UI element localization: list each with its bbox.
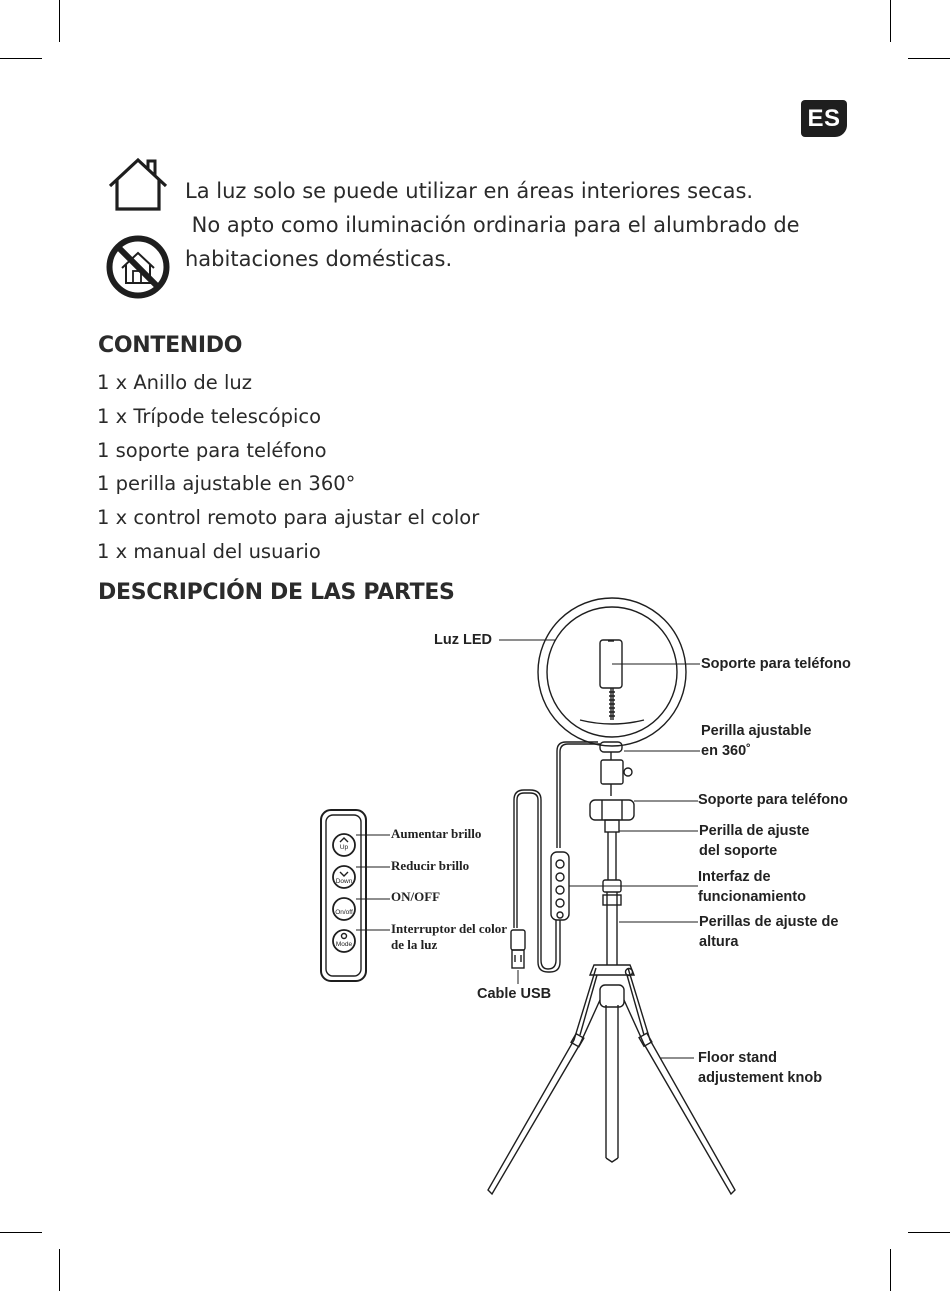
label-color-switch: de la luz: [391, 937, 438, 952]
warning-line: La luz solo se puede utilizar en áreas interiores secas.: [185, 179, 754, 203]
label-phone-holder-top: Soporte para teléfono: [701, 656, 851, 672]
usb-plug: [511, 930, 525, 950]
label-usb-cable: Cable USB: [477, 986, 552, 1002]
list-item: 1 x manual del usuario: [97, 539, 321, 563]
power-button-label: On/off: [335, 909, 353, 916]
mid-phone-holder: [590, 800, 634, 820]
list-item: 1 perilla ajustable en 360°: [97, 472, 356, 496]
knob-360: [600, 742, 622, 752]
list-item: 1 x control remoto para ajustar el color: [97, 506, 480, 530]
up-button-label: Up: [339, 844, 349, 851]
label-knob-360: en 360˚: [701, 743, 751, 759]
label-color-switch: Interruptor del color: [391, 921, 508, 936]
language-badge: ES: [801, 100, 847, 137]
tripod-leg-center: [606, 1005, 618, 1158]
contents-heading: CONTENIDO: [98, 333, 243, 358]
label-brighter: Aumentar brillo: [391, 826, 482, 841]
warning-line: No apto como iluminación ordinaria para el alumbrado de: [185, 213, 800, 237]
remote-control: [321, 810, 366, 981]
list-item: 1 soporte para teléfono: [97, 438, 327, 462]
ring-light-inner: [547, 607, 677, 737]
label-phone-holder-mid: Soporte para teléfono: [698, 792, 848, 808]
list-item: 1 x Trípode telescópico: [97, 404, 322, 428]
label-floor-knob: Floor stand: [698, 1050, 777, 1066]
label-height-knobs: altura: [699, 934, 739, 950]
mode-button-label: Mode: [335, 941, 353, 948]
label-interface: funcionamiento: [698, 889, 806, 905]
floor-knob: [600, 985, 624, 1007]
label-power: ON/OFF: [391, 889, 441, 904]
label-interface: Interfaz de: [698, 869, 771, 885]
parts-heading: DESCRIPCIÓN DE LAS PARTES: [98, 580, 455, 605]
label-height-knobs: Perillas de ajuste de: [699, 914, 839, 930]
label-led: Luz LED: [434, 632, 492, 648]
power-cable: [557, 742, 598, 848]
label-knob-360: Perilla ajustable: [701, 723, 812, 739]
label-holder-knob: Perilla de ajuste: [699, 823, 810, 839]
warning-line: habitaciones domésticas.: [185, 247, 453, 271]
label-holder-knob: del soporte: [699, 843, 778, 859]
label-floor-knob: adjustement knob: [698, 1070, 823, 1086]
list-item: 1 x Anillo de luz: [97, 371, 253, 394]
down-button-label: Down: [335, 878, 353, 885]
usb-cable: [517, 793, 560, 972]
ball-head: [601, 760, 623, 784]
label-dimmer: Reducir brillo: [391, 858, 470, 873]
